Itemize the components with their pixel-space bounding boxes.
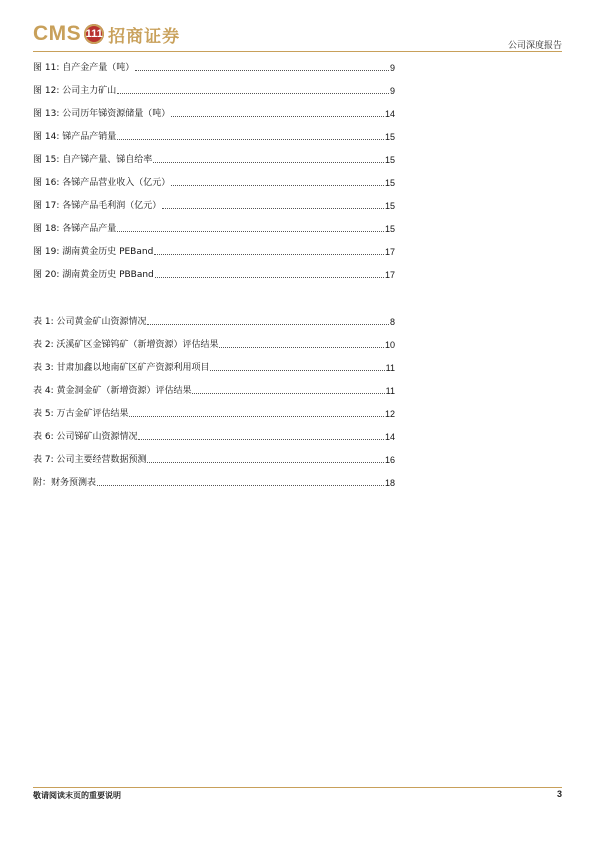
toc-entry-page: 15 [384,224,395,234]
toc-entry-table-6[interactable] [33,431,395,443]
toc-entry-page: 11 [385,386,395,396]
toc-entry-table-5[interactable] [33,408,395,420]
toc-entry-figure-15[interactable] [33,154,395,166]
toc-dot-leader [154,254,384,255]
toc-entry-table-2[interactable] [33,339,395,351]
footer-disclaimer: 敬请阅读末页的重要说明 [33,791,121,800]
footer-divider [33,787,562,788]
toc-entry-figure-13[interactable] [33,108,395,120]
toc-entry-figure-20[interactable] [33,269,395,281]
toc-entry-page: 17 [384,270,395,280]
toc-entry-figure-14[interactable] [33,131,395,143]
toc-dot-leader [171,116,384,117]
header-divider [33,51,562,52]
toc-dot-leader [162,208,384,209]
toc-dot-leader [117,231,384,232]
page-header [0,0,595,56]
toc-entry-page: 10 [384,340,395,350]
toc-entry-label: 表 4: 黄金洞金矿（新增资源）评估结果 [33,386,192,396]
toc-entry-page: 14 [384,432,395,442]
toc-entry-label: 表 7: 公司主要经营数据预测 [33,455,147,465]
toc-entry-figure-12[interactable] [33,85,395,97]
toc-entry-page: 8 [389,317,395,327]
company-logo [33,21,180,47]
toc-dot-leader [153,162,384,163]
toc-entry-label: 图 12: 公司主力矿山 [33,86,117,96]
toc-entry-page: 15 [384,178,395,188]
toc-entry-table-7[interactable] [33,454,395,466]
toc-entry-label: 表 5: 万古金矿评估结果 [33,409,129,419]
toc-entry-page: 15 [384,132,395,142]
toc-entry-label: 图 17: 各锑产品毛利润（亿元） [33,201,162,211]
toc-entry-page: 18 [384,478,395,488]
toc-dot-leader [219,347,384,348]
toc-entry-label: 图 18: 各锑产品产量 [33,224,117,234]
toc-entry-table-1[interactable] [33,316,395,328]
toc-entry-label: 表 6: 公司锑矿山资源情况 [33,432,138,442]
toc-dot-leader [210,370,384,371]
toc-entry-figure-19[interactable] [33,246,395,258]
toc-entry-label: 图 20: 湖南黄金历史 PBBand [33,270,154,280]
toc-entry-figure-11[interactable] [33,62,395,74]
toc-entry-table-4[interactable] [33,385,395,397]
toc-entry-figure-18[interactable] [33,223,395,235]
toc-dot-leader [171,185,384,186]
toc-dot-leader [129,416,384,417]
logo-cms-text: CMS [33,22,82,45]
logo-emblem-icon: 111 [84,24,104,44]
toc-dot-leader [97,485,384,486]
toc-entry-page: 15 [384,155,395,165]
toc-entry-page: 16 [384,455,395,465]
toc-entry-label: 表 2: 沃溪矿区金锑钨矿（新增资源）评估结果 [33,340,219,350]
toc-entry-label: 表 3: 甘肃加鑫以地南矿区矿产资源利用项目 [33,363,210,373]
toc-dot-leader [138,439,384,440]
toc-entry-appendix[interactable] [33,477,395,489]
toc-dot-leader [147,462,384,463]
toc-dot-leader [147,324,389,325]
toc-entry-page: 9 [389,86,395,96]
toc-entry-label: 图 19: 湖南黄金历史 PEBand [33,247,154,257]
toc-dot-leader [117,93,389,94]
report-type-label: 公司深度报告 [507,41,562,51]
toc-dot-leader [117,139,384,140]
toc-entry-figure-17[interactable] [33,200,395,212]
toc-entry-label: 图 14: 锑产品产销量 [33,132,117,142]
toc-entry-figure-16[interactable] [33,177,395,189]
toc-entry-label: 表 1: 公司黄金矿山资源情况 [33,317,147,327]
toc-entry-label: 图 16: 各锑产品营业收入（亿元） [33,178,171,188]
toc-dot-leader [155,277,384,278]
toc-entry-label: 图 13: 公司历年锑资源储量（吨） [33,109,171,119]
toc-entry-label: 图 15: 自产锑产量、锑自给率 [33,155,153,165]
toc-entry-table-3[interactable] [33,362,395,374]
toc-entry-page: 12 [384,409,395,419]
toc-entry-label: 图 11: 自产金产量（吨） [33,63,135,73]
toc-entry-page: 17 [384,247,395,257]
toc-entry-page: 15 [384,201,395,211]
toc-entry-label: 附：财务预测表 [33,478,97,488]
toc-dot-leader [192,393,384,394]
toc-entry-page: 9 [389,63,395,73]
logo-chinese-text: 招商证券 [108,26,181,47]
page-number: 3 [556,789,562,799]
toc-entry-page: 14 [384,109,395,119]
toc-dot-leader [135,70,389,71]
toc-entry-page: 11 [385,363,395,373]
